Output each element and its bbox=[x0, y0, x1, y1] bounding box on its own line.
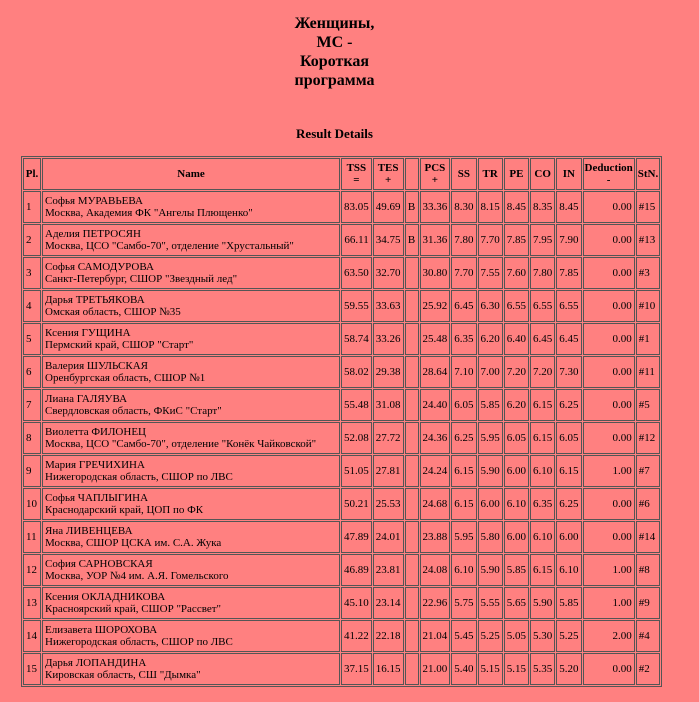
cell-pcs: 23.88 bbox=[420, 521, 451, 553]
cell-co: 6.55 bbox=[530, 290, 555, 322]
cell-tes: 24.01 bbox=[373, 521, 404, 553]
cell-ss: 6.25 bbox=[451, 422, 476, 454]
cell-mark bbox=[405, 488, 419, 520]
cell-tss: 55.48 bbox=[341, 389, 372, 421]
cell-name bbox=[42, 521, 340, 553]
cell-tr: 5.15 bbox=[478, 653, 503, 685]
cell-mark bbox=[405, 554, 419, 586]
table-row bbox=[23, 290, 660, 322]
header-in: IN bbox=[556, 158, 581, 190]
cell-tes: 27.72 bbox=[373, 422, 404, 454]
cell-tes: 33.63 bbox=[373, 290, 404, 322]
cell-in: 7.85 bbox=[556, 257, 581, 289]
cell-in: 5.25 bbox=[556, 620, 581, 652]
cell-pcs: 25.48 bbox=[420, 323, 451, 355]
table-row bbox=[23, 587, 660, 619]
cell-name bbox=[42, 290, 340, 322]
cell-tss: 59.55 bbox=[341, 290, 372, 322]
cell-stn: #12 bbox=[636, 422, 660, 454]
cell-tss: 46.89 bbox=[341, 554, 372, 586]
cell-tr: 6.20 bbox=[478, 323, 503, 355]
table-row bbox=[23, 620, 660, 652]
cell-in: 7.30 bbox=[556, 356, 581, 388]
cell-ss: 7.70 bbox=[451, 257, 476, 289]
cell-pl: 11 bbox=[23, 521, 41, 553]
cell-co: 7.80 bbox=[530, 257, 555, 289]
header-pcs bbox=[420, 158, 451, 190]
title-line: Женщины, bbox=[294, 15, 375, 32]
cell-ss: 5.75 bbox=[451, 587, 476, 619]
cell-ss: 5.95 bbox=[451, 521, 476, 553]
header-name: Name bbox=[42, 158, 340, 190]
cell-stn: #9 bbox=[636, 587, 660, 619]
cell-tr: 7.00 bbox=[478, 356, 503, 388]
cell-co: 7.20 bbox=[530, 356, 555, 388]
skater-club: Нижегородская область, СШОР по ЛВС bbox=[45, 636, 233, 648]
title-line: Короткая bbox=[300, 53, 369, 70]
table-row bbox=[23, 554, 660, 586]
cell-ss: 6.15 bbox=[451, 488, 476, 520]
cell-tes: 49.69 bbox=[373, 191, 404, 223]
cell-ss: 7.80 bbox=[451, 224, 476, 256]
cell-tes: 23.14 bbox=[373, 587, 404, 619]
cell-tss: 52.08 bbox=[341, 422, 372, 454]
skater-club: Красноярский край, СШОР "Рассвет" bbox=[45, 603, 222, 615]
cell-stn: #13 bbox=[636, 224, 660, 256]
cell-ss: 6.45 bbox=[451, 290, 476, 322]
cell-tss: 37.15 bbox=[341, 653, 372, 685]
cell-ss: 5.45 bbox=[451, 620, 476, 652]
skater-name: Елизавета ШОРОХОВА bbox=[45, 624, 158, 636]
cell-stn: #14 bbox=[636, 521, 660, 553]
cell-stn: #11 bbox=[636, 356, 660, 388]
cell-tr: 5.80 bbox=[478, 521, 503, 553]
cell-tr: 5.25 bbox=[478, 620, 503, 652]
cell-tr: 5.95 bbox=[478, 422, 503, 454]
cell-pcs: 30.80 bbox=[420, 257, 451, 289]
cell-name bbox=[42, 488, 340, 520]
cell-tr: 5.85 bbox=[478, 389, 503, 421]
cell-pe: 6.00 bbox=[504, 521, 529, 553]
skater-name: Валерия ШУЛЬСКАЯ bbox=[45, 360, 148, 372]
header-pcs-line2: + bbox=[431, 174, 439, 186]
cell-deduction: 0.00 bbox=[583, 356, 635, 388]
results-body bbox=[23, 191, 660, 685]
cell-pcs: 24.08 bbox=[420, 554, 451, 586]
cell-stn: #2 bbox=[636, 653, 660, 685]
header-deduction-line1: Deduction bbox=[584, 162, 633, 174]
skater-name: Дарья ТРЕТЬЯКОВА bbox=[45, 294, 145, 306]
cell-pl: 1 bbox=[23, 191, 41, 223]
cell-tr: 8.15 bbox=[478, 191, 503, 223]
cell-pe: 6.10 bbox=[504, 488, 529, 520]
cell-pl: 14 bbox=[23, 620, 41, 652]
skater-name: Лиана ГАЛЯУВА bbox=[45, 393, 128, 405]
cell-pl: 12 bbox=[23, 554, 41, 586]
skater-club: Нижегородская область, СШОР по ЛВС bbox=[45, 471, 233, 483]
cell-tss: 58.74 bbox=[341, 323, 372, 355]
skater-club: Москва, Академия ФК "Ангелы Плющенко" bbox=[45, 207, 253, 219]
table-row bbox=[23, 323, 660, 355]
skater-name: Дарья ЛОПАНДИНА bbox=[45, 657, 147, 669]
header-ss: SS bbox=[451, 158, 476, 190]
cell-name bbox=[42, 257, 340, 289]
table-row bbox=[23, 257, 660, 289]
cell-deduction: 0.00 bbox=[583, 191, 635, 223]
title-line: МС - bbox=[316, 34, 353, 51]
cell-pl: 2 bbox=[23, 224, 41, 256]
cell-name bbox=[42, 554, 340, 586]
skater-name: Мария ГРЕЧИХИНА bbox=[45, 459, 145, 471]
cell-tes: 25.53 bbox=[373, 488, 404, 520]
skater-name: Аделия ПЕТРОСЯН bbox=[45, 228, 141, 240]
cell-pcs: 21.04 bbox=[420, 620, 451, 652]
cell-pl: 6 bbox=[23, 356, 41, 388]
cell-mark: B bbox=[405, 224, 419, 256]
cell-tes: 27.81 bbox=[373, 455, 404, 487]
cell-pe: 5.85 bbox=[504, 554, 529, 586]
cell-pl: 13 bbox=[23, 587, 41, 619]
cell-tes: 33.26 bbox=[373, 323, 404, 355]
skater-name: Ксения ГУЩИНА bbox=[45, 327, 131, 339]
cell-tss: 51.05 bbox=[341, 455, 372, 487]
header-pl: Pl. bbox=[23, 158, 41, 190]
cell-in: 8.45 bbox=[556, 191, 581, 223]
table-row bbox=[23, 521, 660, 553]
cell-deduction: 1.00 bbox=[583, 587, 635, 619]
header-pe: PE bbox=[504, 158, 529, 190]
cell-tr: 6.30 bbox=[478, 290, 503, 322]
cell-deduction: 1.00 bbox=[583, 455, 635, 487]
skater-club: Кировская область, СШ "Дымка" bbox=[45, 669, 201, 681]
cell-pl: 10 bbox=[23, 488, 41, 520]
skater-club: Москва, ЦСО "Самбо-70", отделение "Хрустальный" bbox=[45, 240, 294, 252]
cell-pcs: 21.00 bbox=[420, 653, 451, 685]
cell-tes: 29.38 bbox=[373, 356, 404, 388]
cell-mark bbox=[405, 587, 419, 619]
cell-pl: 7 bbox=[23, 389, 41, 421]
skater-club: Оренбургская область, СШОР №1 bbox=[45, 372, 206, 384]
cell-pe: 7.85 bbox=[504, 224, 529, 256]
table-row bbox=[23, 356, 660, 388]
cell-ss: 8.30 bbox=[451, 191, 476, 223]
cell-stn: #10 bbox=[636, 290, 660, 322]
header-tes-line1: TES bbox=[377, 162, 399, 174]
cell-pe: 5.65 bbox=[504, 587, 529, 619]
cell-pe: 7.60 bbox=[504, 257, 529, 289]
cell-co: 8.35 bbox=[530, 191, 555, 223]
cell-co: 5.35 bbox=[530, 653, 555, 685]
cell-pe: 6.00 bbox=[504, 455, 529, 487]
cell-co: 6.15 bbox=[530, 422, 555, 454]
header-deduction-line2: - bbox=[606, 174, 611, 186]
cell-co: 5.90 bbox=[530, 587, 555, 619]
skater-club: Москва, ЦСО "Самбо-70", отделение "Конёк Чайковской" bbox=[45, 438, 317, 450]
table-row bbox=[23, 422, 660, 454]
cell-tss: 58.02 bbox=[341, 356, 372, 388]
cell-pl: 15 bbox=[23, 653, 41, 685]
cell-pe: 6.40 bbox=[504, 323, 529, 355]
cell-co: 6.10 bbox=[530, 455, 555, 487]
cell-stn: #5 bbox=[636, 389, 660, 421]
skater-club: Пермский край, СШОР "Старт" bbox=[45, 339, 194, 351]
skater-club: Санкт-Петербург, СШОР "Звездный лед" bbox=[45, 273, 238, 285]
skater-club: Краснодарский край, ЦОП по ФК bbox=[45, 504, 204, 516]
skater-name: София САРНОВСКАЯ bbox=[45, 558, 153, 570]
skater-club: Москва, СШОР ЦСКА им. С.А. Жука bbox=[45, 537, 222, 549]
skater-name: Софья ЧАПЛЫГИНА bbox=[45, 492, 149, 504]
cell-ss: 7.10 bbox=[451, 356, 476, 388]
header-co: CO bbox=[530, 158, 555, 190]
cell-deduction: 0.00 bbox=[583, 257, 635, 289]
cell-tss: 41.22 bbox=[341, 620, 372, 652]
skater-name: Софья САМОДУРОВА bbox=[45, 261, 154, 273]
cell-name bbox=[42, 587, 340, 619]
cell-name bbox=[42, 455, 340, 487]
cell-ss: 6.10 bbox=[451, 554, 476, 586]
cell-pe: 7.20 bbox=[504, 356, 529, 388]
cell-deduction: 1.00 bbox=[583, 554, 635, 586]
skater-name: Ксения ОКЛАДНИКОВА bbox=[45, 591, 166, 603]
cell-in: 6.15 bbox=[556, 455, 581, 487]
cell-pcs: 24.40 bbox=[420, 389, 451, 421]
table-row bbox=[23, 389, 660, 421]
cell-tes: 16.15 bbox=[373, 653, 404, 685]
cell-co: 5.30 bbox=[530, 620, 555, 652]
cell-co: 6.35 bbox=[530, 488, 555, 520]
cell-pcs: 33.36 bbox=[420, 191, 451, 223]
cell-mark bbox=[405, 521, 419, 553]
cell-stn: #1 bbox=[636, 323, 660, 355]
cell-in: 5.85 bbox=[556, 587, 581, 619]
result-details-heading: Result Details bbox=[296, 126, 373, 141]
cell-mark: B bbox=[405, 191, 419, 223]
cell-in: 7.90 bbox=[556, 224, 581, 256]
cell-tss: 63.50 bbox=[341, 257, 372, 289]
cell-in: 6.00 bbox=[556, 521, 581, 553]
table-row bbox=[23, 488, 660, 520]
cell-ss: 6.15 bbox=[451, 455, 476, 487]
header-tes-line2: + bbox=[384, 174, 392, 186]
cell-co: 7.95 bbox=[530, 224, 555, 256]
table-row bbox=[23, 653, 660, 685]
skater-name: Софья МУРАВЬЕВА bbox=[45, 195, 143, 207]
header-tss-line2: = bbox=[353, 174, 360, 186]
cell-pe: 6.55 bbox=[504, 290, 529, 322]
cell-tss: 50.21 bbox=[341, 488, 372, 520]
cell-in: 5.20 bbox=[556, 653, 581, 685]
cell-pe: 8.45 bbox=[504, 191, 529, 223]
cell-deduction: 0.00 bbox=[583, 521, 635, 553]
cell-pl: 5 bbox=[23, 323, 41, 355]
cell-tss: 47.89 bbox=[341, 521, 372, 553]
cell-pe: 5.15 bbox=[504, 653, 529, 685]
cell-pl: 9 bbox=[23, 455, 41, 487]
cell-deduction: 0.00 bbox=[583, 323, 635, 355]
cell-stn: #3 bbox=[636, 257, 660, 289]
header-stn: StN. bbox=[636, 158, 660, 190]
cell-stn: #7 bbox=[636, 455, 660, 487]
header-tss bbox=[341, 158, 372, 190]
cell-pcs: 28.64 bbox=[420, 356, 451, 388]
cell-in: 6.25 bbox=[556, 389, 581, 421]
skater-club: Омская область, СШОР №35 bbox=[45, 306, 181, 318]
cell-in: 6.10 bbox=[556, 554, 581, 586]
cell-co: 6.15 bbox=[530, 554, 555, 586]
cell-pcs: 24.36 bbox=[420, 422, 451, 454]
cell-tr: 5.55 bbox=[478, 587, 503, 619]
cell-in: 6.45 bbox=[556, 323, 581, 355]
skater-name: Яна ЛИВЕНЦЕВА bbox=[45, 525, 133, 537]
cell-tss: 83.05 bbox=[341, 191, 372, 223]
cell-tes: 22.18 bbox=[373, 620, 404, 652]
cell-tr: 7.55 bbox=[478, 257, 503, 289]
cell-tr: 5.90 bbox=[478, 554, 503, 586]
cell-pe: 6.20 bbox=[504, 389, 529, 421]
cell-ss: 6.35 bbox=[451, 323, 476, 355]
header-tr: TR bbox=[478, 158, 503, 190]
cell-mark bbox=[405, 257, 419, 289]
cell-tr: 5.90 bbox=[478, 455, 503, 487]
cell-stn: #15 bbox=[636, 191, 660, 223]
table-row bbox=[23, 455, 660, 487]
header-tes bbox=[373, 158, 404, 190]
cell-in: 6.25 bbox=[556, 488, 581, 520]
cell-deduction: 0.00 bbox=[583, 422, 635, 454]
cell-name bbox=[42, 224, 340, 256]
cell-pcs: 31.36 bbox=[420, 224, 451, 256]
cell-deduction: 0.00 bbox=[583, 290, 635, 322]
header-mark bbox=[405, 158, 419, 190]
cell-mark bbox=[405, 323, 419, 355]
cell-in: 6.05 bbox=[556, 422, 581, 454]
cell-co: 6.10 bbox=[530, 521, 555, 553]
skater-club: Свердловская область, ФКиС "Старт" bbox=[45, 405, 222, 417]
cell-name bbox=[42, 356, 340, 388]
cell-tr: 7.70 bbox=[478, 224, 503, 256]
cell-mark bbox=[405, 422, 419, 454]
cell-in: 6.55 bbox=[556, 290, 581, 322]
cell-tes: 32.70 bbox=[373, 257, 404, 289]
cell-co: 6.15 bbox=[530, 389, 555, 421]
cell-mark bbox=[405, 356, 419, 388]
cell-name bbox=[42, 191, 340, 223]
cell-stn: #6 bbox=[636, 488, 660, 520]
cell-mark bbox=[405, 620, 419, 652]
header-pcs-line1: PCS bbox=[424, 162, 446, 174]
cell-pcs: 25.92 bbox=[420, 290, 451, 322]
table-row bbox=[23, 191, 660, 223]
cell-pcs: 24.24 bbox=[420, 455, 451, 487]
cell-tr: 6.00 bbox=[478, 488, 503, 520]
cell-name bbox=[42, 389, 340, 421]
cell-name bbox=[42, 653, 340, 685]
cell-deduction: 0.00 bbox=[583, 389, 635, 421]
cell-pcs: 24.68 bbox=[420, 488, 451, 520]
cell-deduction: 0.00 bbox=[583, 224, 635, 256]
cell-pl: 4 bbox=[23, 290, 41, 322]
cell-pcs: 22.96 bbox=[420, 587, 451, 619]
cell-pe: 6.05 bbox=[504, 422, 529, 454]
cell-pe: 5.05 bbox=[504, 620, 529, 652]
cell-name bbox=[42, 323, 340, 355]
header-deduction bbox=[583, 158, 635, 190]
cell-mark bbox=[405, 290, 419, 322]
cell-tes: 23.81 bbox=[373, 554, 404, 586]
cell-tes: 31.08 bbox=[373, 389, 404, 421]
header-tss-line1: TSS bbox=[346, 162, 367, 174]
table-row bbox=[23, 224, 660, 256]
cell-mark bbox=[405, 389, 419, 421]
cell-co: 6.45 bbox=[530, 323, 555, 355]
skater-name: Виолетта ФИЛОНЕЦ bbox=[45, 426, 146, 438]
cell-pl: 8 bbox=[23, 422, 41, 454]
cell-pl: 3 bbox=[23, 257, 41, 289]
cell-mark bbox=[405, 455, 419, 487]
cell-deduction: 0.00 bbox=[583, 653, 635, 685]
title-line: программа bbox=[294, 72, 375, 89]
cell-ss: 6.05 bbox=[451, 389, 476, 421]
cell-tss: 45.10 bbox=[341, 587, 372, 619]
cell-ss: 5.40 bbox=[451, 653, 476, 685]
cell-deduction: 0.00 bbox=[583, 488, 635, 520]
page-title bbox=[0, 14, 669, 90]
results-table bbox=[21, 156, 662, 687]
skater-club: Москва, УОР №4 им. А.Я. Гомельского bbox=[45, 570, 229, 582]
cell-stn: #4 bbox=[636, 620, 660, 652]
cell-stn: #8 bbox=[636, 554, 660, 586]
cell-tes: 34.75 bbox=[373, 224, 404, 256]
cell-name bbox=[42, 620, 340, 652]
cell-mark bbox=[405, 653, 419, 685]
cell-tss: 66.11 bbox=[341, 224, 372, 256]
cell-deduction: 2.00 bbox=[583, 620, 635, 652]
header-row bbox=[23, 158, 660, 190]
cell-name bbox=[42, 422, 340, 454]
